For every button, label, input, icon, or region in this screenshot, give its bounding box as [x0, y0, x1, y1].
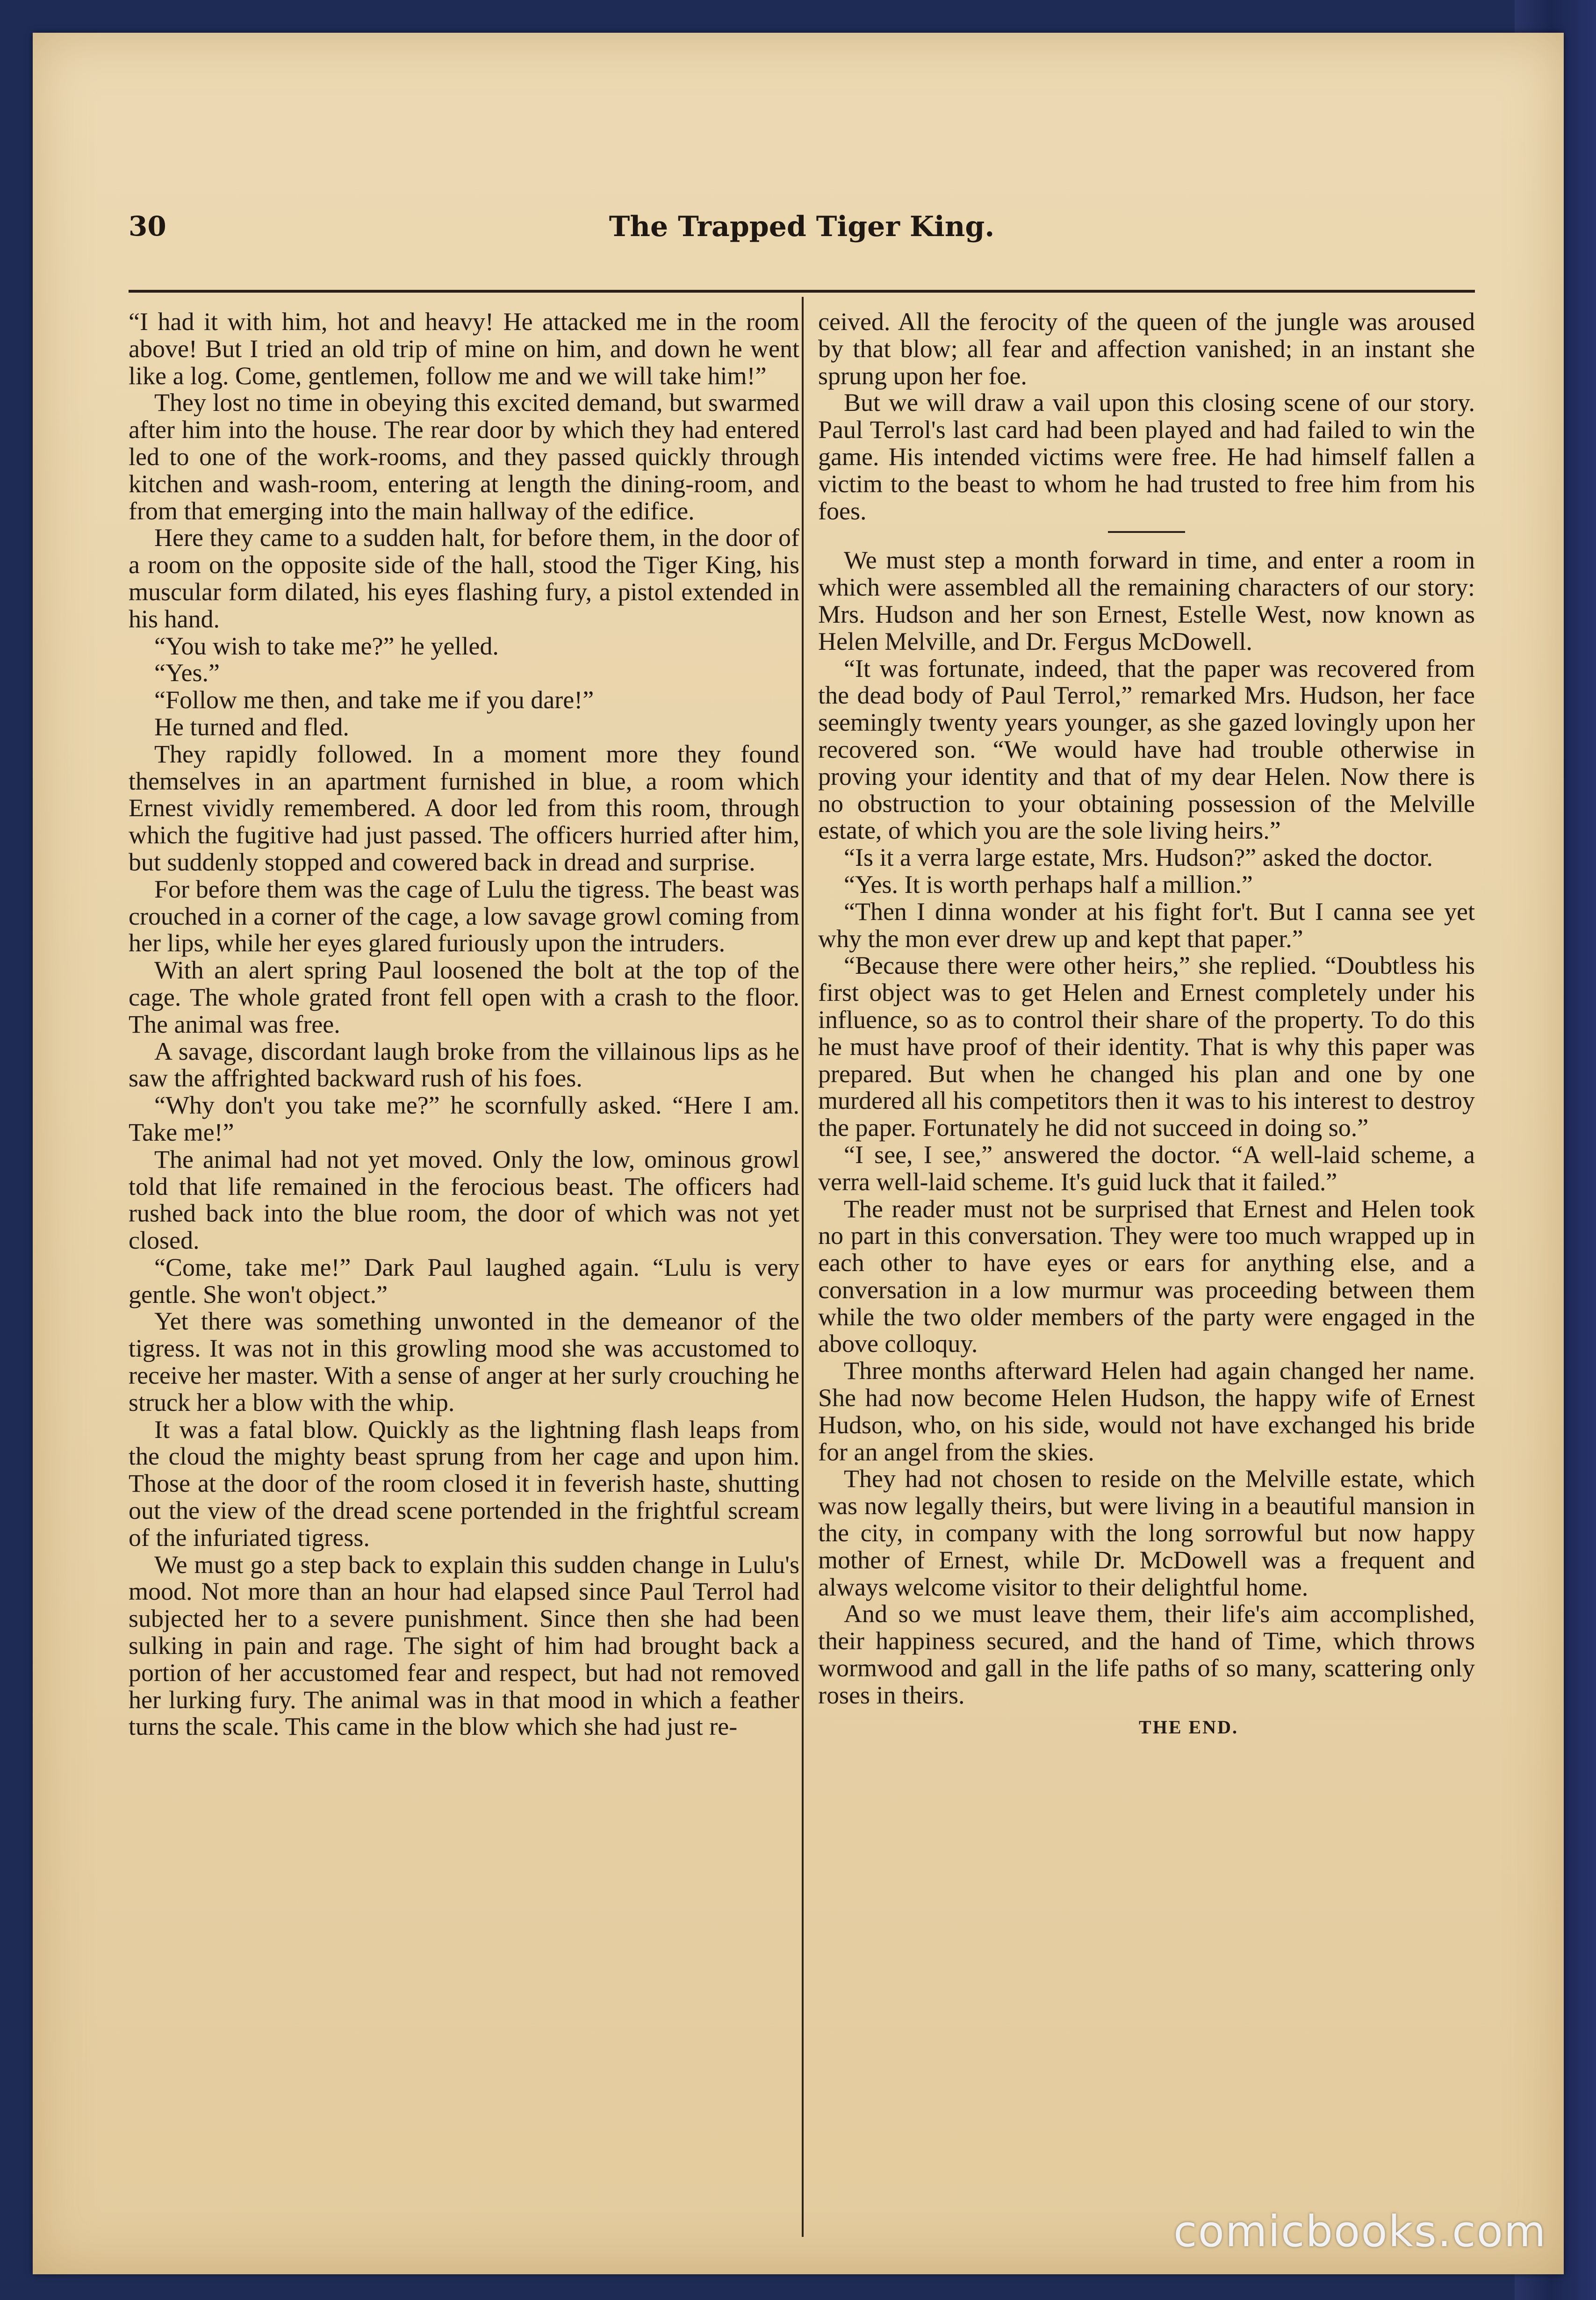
- paragraph: They lost no time in obeying this excited demand, but swarmed after him into the house. The rear door by which they had entered led to one of the work-rooms, and they passed quickly through kitchen and wash-room, entering at length the dining-room, and from that emerging into the main hallway of the edifice.: [129, 388, 799, 525]
- paragraph: “It was fortunate, indeed, that the paper was recovered from the dead body of Paul Terrol,” remarked Mrs. Hudson, her face seemingly twenty years younger, as she gazed lovingly upon her recovered son. “We would have had trouble otherwise in proving your identity and that of my dear Helen. Now there is no obstruction to your obtaining possession of the Melville estate, of which you are the sole living heirs.”: [818, 654, 1475, 845]
- paragraph: A savage, discordant laugh broke from the villainous lips as he saw the affrighted backward rush of his foes.: [129, 1037, 799, 1092]
- paragraph: “Is it a verra large estate, Mrs. Hudson?” asked the doctor.: [844, 843, 1433, 872]
- left-column: [129, 309, 799, 1740]
- paragraph: Yet there was something unwonted in the demeanor of the tigress. It was not in this growling mood she was accustomed to receive her master. With a sense of anger at her surly crouching he struck her a blow with the whip.: [129, 1307, 799, 1416]
- paragraph: “Because there were other heirs,” she replied. “Doubtless his first object was to get Helen and Ernest completely under his influence, so as to control their share of the property. To do this he must have proof of their identity. That is why this paper was prepared. But when he changed his plan and one by one murdered all his competitors then it was to his interest to destroy the paper. Fortunately he did not succeed in doing so.”: [818, 951, 1475, 1142]
- paragraph: It was a fatal blow. Quickly as the lightning flash leaps from the cloud the mighty beast sprung from her cage and upon him. Those at the door of the room closed it in feverish haste, shutting out the view of the dread scene portended in the frightful scream of the infuriated tigress.: [129, 1415, 799, 1552]
- right-column: [818, 309, 1475, 1740]
- paragraph: He turned and fled.: [154, 712, 349, 741]
- paragraph: We must step a month forward in time, and enter a room in which were assembled all the remaining characters of our story: Mrs. Hudson and her son Ernest, Estelle West, now known as Helen Melville, and Dr. Fergus McDowell.: [818, 546, 1475, 655]
- page-header: [129, 210, 1475, 266]
- paragraph: “You wish to take me?” he yelled.: [154, 632, 499, 660]
- paragraph: Here they came to a sudden halt, for before them, in the door of a room on the opposite side of the hall, stood the Tiger King, his muscular form dilated, his eyes flashing fury, a pistol extended in his hand.: [129, 524, 799, 633]
- paragraph: “Come, take me!” Dark Paul laughed again. “Lulu is very gentle. She won't object.”: [129, 1253, 799, 1308]
- the-end-label: THE END.: [1139, 1716, 1238, 1738]
- paragraph: “Yes.”: [154, 659, 220, 687]
- paragraph: They rapidly followed. In a moment more they found themselves in an apartment furnished in blue, a room which Ernest vividly remembered. A door led from this room, through which the fugitive had just passed. The officers hurried after him, but suddenly stopped and cowered back in dread and surprise.: [129, 740, 799, 876]
- paragraph: The reader must not be surprised that Ernest and Helen took no part in this conversation. They were too much wrapped up in each other to have eyes or ears for anything else, and a conversation in a low murmur was proceeding between them while the two older members of the party were engaged in the above colloquy.: [818, 1194, 1475, 1358]
- paragraph: “Then I dinna wonder at his fight for't. But I canna see yet why the mon ever drew up and kept that paper.”: [818, 897, 1475, 953]
- paragraph: ceived. All the ferocity of the queen of the jungle was aroused by that blow; all fear and affection vanished; in an instant she sprung upon her foe.: [818, 308, 1475, 390]
- paragraph: “Why don't you take me?” he scornfully asked. “Here I am. Take me!”: [129, 1091, 799, 1146]
- running-title: The Trapped Tiger King.: [609, 210, 995, 243]
- watermark: comicbooks.com: [1173, 2207, 1547, 2257]
- paragraph: But we will draw a vail upon this closing scene of our story. Paul Terrol's last card had been played and had failed to win the game. His intended victims were free. He had himself fallen a victim to the beast to whom he had trusted to free him from his foes.: [818, 388, 1475, 525]
- section-divider: [1108, 531, 1185, 533]
- paragraph: For before them was the cage of Lulu the tigress. The beast was crouched in a corner of the cage, a low savage growl coming from her lips, while her eyes glared furiously upon the intruders.: [129, 875, 799, 957]
- paragraph: The animal had not yet moved. Only the low, ominous growl told that life remained in the ferocious beast. The officers had rushed back into the blue room, the door of which was not yet closed.: [129, 1145, 799, 1255]
- paragraph: “I see, I see,” answered the doctor. “A well-laid scheme, a verra well-laid scheme. It's guid luck that it failed.”: [818, 1140, 1475, 1196]
- book-page: [33, 33, 1564, 2274]
- column-divider: [802, 297, 804, 2237]
- paragraph: Three months afterward Helen had again changed her name. She had now become Helen Hudson, the happy wife of Ernest Hudson, who, on his side, would not have exchanged his bride for an angel from the skies.: [818, 1357, 1475, 1466]
- paragraph: “Follow me then, and take me if you dare!”: [154, 686, 594, 714]
- header-rule: [129, 290, 1475, 293]
- paragraph: “Yes. It is worth perhaps half a million.”: [844, 870, 1253, 898]
- paragraph: With an alert spring Paul loosened the bolt at the top of the cage. The whole grated front fell open with a crash to the floor. The animal was free.: [129, 956, 799, 1038]
- page-number: 30: [129, 210, 166, 242]
- paragraph: And so we must leave them, their life's aim accomplished, their happiness secured, and the hand of Time, which throws wormwood and gall in the life paths of so many, scattering only roses in theirs.: [818, 1600, 1475, 1709]
- paragraph: They had not chosen to reside on the Melville estate, which was now legally theirs, but were living in a beautiful mansion in the city, in company with the long sorrowful but now happy mother of Ernest, while Dr. McDowell was a frequent and always welcome visitor to their delightful home.: [818, 1465, 1475, 1601]
- paragraph: “I had it with him, hot and heavy! He attacked me in the room above! But I tried an old trip of mine on him, and down he went like a log. Come, gentlemen, follow me and we will take him!”: [129, 308, 799, 390]
- paragraph: We must go a step back to explain this sudden change in Lulu's mood. Not more than an hour had elapsed since Paul Terrol had subjected her to a severe punishment. Since then she had been sulking in pain and rage. The sight of him had brought back a portion of her accustomed fear and respect, but had not removed her lurking fury. The animal was in that mood in which a feather turns the scale. This came in the blow which she had just re-: [129, 1550, 799, 1741]
